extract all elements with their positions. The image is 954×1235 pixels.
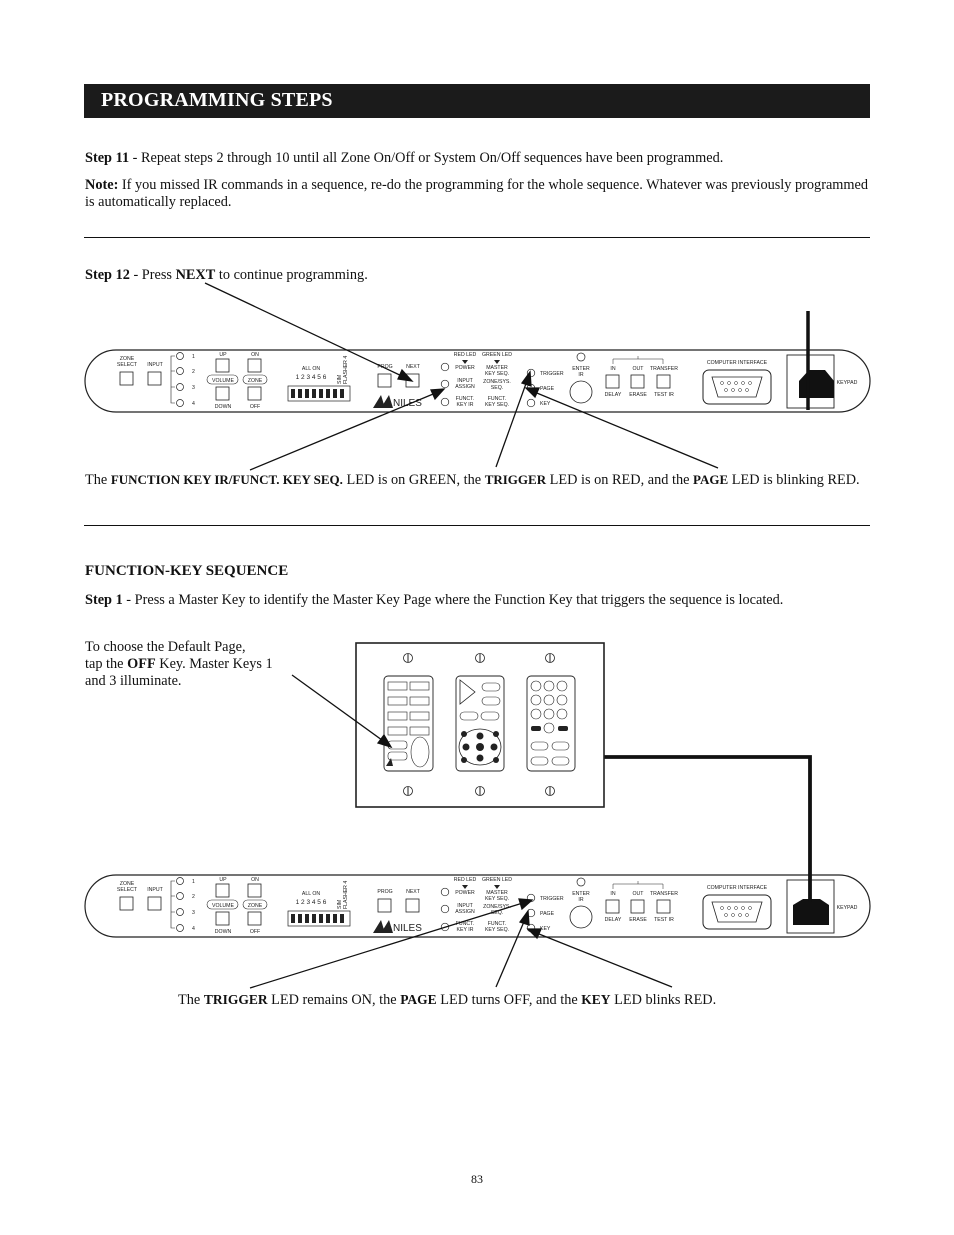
section-title: FUNCTION-KEY SEQUENCE — [85, 563, 289, 579]
note-label: Note: — [85, 177, 119, 193]
caption-2-text-d: LED blinks RED. — [610, 992, 717, 1008]
caption-1-trigger: TRIGGER — [484, 472, 547, 487]
caption-1-function-key: FUNCTION KEY IR/FUNCT. KEY SEQ. — [110, 472, 343, 487]
off-key-name: OFF — [127, 656, 156, 672]
caption-1-text-c: LED is on RED, and the — [546, 472, 694, 488]
step-1-text: - Press a Master Key to identify the Master Key Page where the Function Key that triggers the sequence is located. — [122, 592, 784, 608]
caption-1-text-d: LED is blinking RED. — [728, 472, 860, 488]
keypad-note-text-b: Key. Master Keys 1 — [155, 656, 273, 672]
caption-1-text-a: The — [85, 472, 111, 488]
note-text: If you missed IR commands in a sequence, re-do the programming for the whole sequence. Whatever was previously programmed is automatically replaced. — [85, 177, 869, 210]
step-12-label: Step 12 — [85, 267, 130, 283]
caption-2-text-a: The — [178, 992, 204, 1008]
keypad-wallplate — [356, 643, 604, 807]
keypad-note-text-a: tap the — [85, 656, 128, 672]
page-number: 83 — [471, 1172, 483, 1186]
step-12-text-a: - Press — [129, 267, 176, 283]
step-1-label: Step 1 — [85, 592, 123, 608]
caption-1-page: PAGE — [693, 472, 729, 487]
page-title: PROGRAMMING STEPS — [101, 89, 333, 111]
caption-2-text-c: LED turns OFF, and the — [436, 992, 582, 1008]
illustrations: ZONE SELECT INPUT 1 2 3 4 UP ON VOLUME ZONE DOWN OFF ALL ON 1 2 3 4 5 6 SIM FLASHER 4 PROG NEXT NILES RED LED GREEN LED POWER INPUT ASSIGN FUNCT. KEY IR MASTER KEY SEQ. ZONE/SYS. SEQ. FUNCT. KEY SEQ. TRIGGER PAGE KEY ENTER IR IN OUT TRANSFER DELAY ERASE TEST IR COMPUTER INTERFACE KEYPAD — [0, 0, 954, 1235]
step-11-text: - Repeat steps 2 through 10 until all Zone On/Off or System On/Off sequences have been programmed. — [129, 150, 724, 166]
keypad-note-line-1: To choose the Default Page, — [85, 639, 246, 655]
step-12-text-b: to continue programming. — [215, 267, 368, 283]
step-11-label: Step 11 — [85, 150, 130, 166]
next-key-name: NEXT — [175, 267, 216, 283]
rj45-plug-2 — [793, 899, 829, 925]
control-panel-1 — [85, 311, 870, 412]
caption-2-key: KEY — [581, 992, 611, 1007]
caption-1-text-b: LED is on GREEN, the — [342, 472, 485, 488]
caption-2-page: PAGE — [400, 992, 437, 1007]
caption-2-text-b: LED remains ON, the — [267, 992, 401, 1008]
caption-2-trigger: TRIGGER — [203, 992, 268, 1007]
keypad-note-line-3: and 3 illuminate. — [85, 673, 182, 689]
